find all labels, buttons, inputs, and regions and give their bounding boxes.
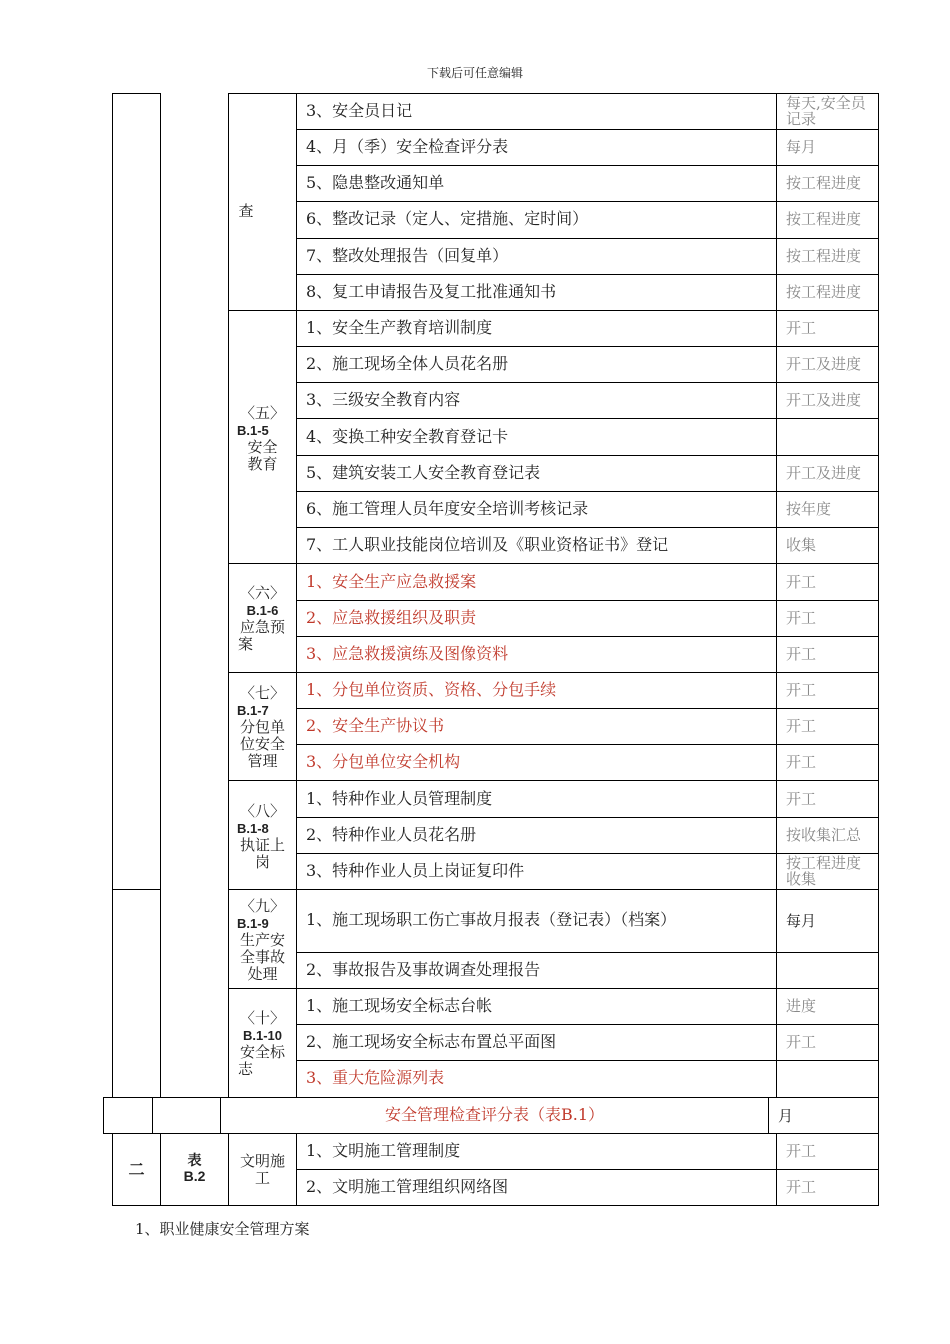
freq-cell: 按工程进度 收集 xyxy=(786,854,862,888)
category-5-name2: 教育 xyxy=(247,455,278,473)
category-10-name2: 志 xyxy=(238,1060,254,1078)
item-row: 4、月（季）安全检查评分表 xyxy=(306,137,509,156)
freq-cell: 开工 xyxy=(786,681,817,699)
item-row: 1、特种作业人员管理制度 xyxy=(306,789,493,808)
category-9-num: 〈九〉 xyxy=(239,897,285,915)
item-row: 1、分包单位资质、资格、分包手续 xyxy=(306,680,557,699)
item-row: 1、安全生产教育培训制度 xyxy=(306,318,493,337)
category-6-num: 〈六〉 xyxy=(239,584,285,602)
category-7-name3: 管理 xyxy=(247,752,278,770)
category-10 xyxy=(229,1010,296,1078)
category-8-code: B.1-8 xyxy=(237,821,269,836)
category-9-name1: 生产安 xyxy=(239,931,285,949)
freq-cell: 开工 xyxy=(786,319,817,337)
footer-note: 1、职业健康安全管理方案 xyxy=(135,1220,310,1238)
freq-cell: 按工程进度 xyxy=(786,247,862,265)
item-row: 8、复工申请报告及复工批准通知书 xyxy=(306,282,557,301)
item-row: 2、应急救援组织及职责 xyxy=(306,608,477,627)
freq-cell: 每月 xyxy=(786,138,817,156)
category-check: 查 xyxy=(238,202,254,220)
item-row: 5、隐患整改通知单 xyxy=(306,173,445,192)
freq-cell: 按工程进度 xyxy=(786,210,862,228)
category-7-name2: 位安全 xyxy=(239,735,285,753)
freq-cell: 开工 xyxy=(786,645,817,663)
item-row: 3、重大危险源列表 xyxy=(306,1068,445,1087)
freq-cell: 开工 xyxy=(786,609,817,627)
section-2-code: 表 B.2 xyxy=(183,1152,206,1184)
category-6-code: B.1-6 xyxy=(246,603,279,618)
category-6-name1: 应急预 xyxy=(239,618,285,636)
item-row: 5、建筑安装工人安全教育登记表 xyxy=(306,463,541,482)
item-row: 6、施工管理人员年度安全培训考核记录 xyxy=(306,499,589,518)
item-row: 7、整改处理报告（回复单） xyxy=(306,246,509,265)
freq-cell: 进度 xyxy=(786,997,817,1015)
category-10-code: B.1-10 xyxy=(242,1028,283,1043)
category-8-name1: 执证上 xyxy=(239,836,285,854)
item-row: 1、安全生产应急救援案 xyxy=(306,572,477,591)
category-7 xyxy=(229,685,296,770)
freq-cell: 开工及进度 xyxy=(786,391,862,409)
item-row: 2、事故报告及事故调查处理报告 xyxy=(306,960,541,979)
item-row: 3、安全员日记 xyxy=(306,101,413,120)
category-8 xyxy=(229,803,296,871)
category-7-name1: 分包单 xyxy=(239,718,285,736)
freq-cell: 开工 xyxy=(786,1178,817,1196)
freq-cell: 开工及进度 xyxy=(786,355,862,373)
item-row: 2、文明施工管理组织网络图 xyxy=(306,1177,509,1196)
freq-cell: 开工 xyxy=(786,753,817,771)
category-9-name2: 全事故 xyxy=(239,948,285,966)
freq-cell: 每月 xyxy=(786,912,817,930)
category-6 xyxy=(229,585,296,653)
summary-freq: 月 xyxy=(778,1107,794,1125)
category-5-num: 〈五〉 xyxy=(239,404,285,422)
freq-cell: 按工程进度 xyxy=(786,283,862,301)
item-row: 2、施工现场安全标志布置总平面图 xyxy=(306,1032,557,1051)
category-10-name1: 安全标 xyxy=(239,1043,285,1061)
freq-cell: 开工及进度 xyxy=(786,464,862,482)
page-header: 下载后可任意编辑 xyxy=(426,66,523,80)
freq-cell: 开工 xyxy=(786,790,817,808)
section-2-category: 文明施 工 xyxy=(239,1152,285,1187)
item-row: 2、安全生产协议书 xyxy=(306,716,445,735)
item-row: 2、施工现场全体人员花名册 xyxy=(306,354,509,373)
item-row: 4、变换工种安全教育登记卡 xyxy=(306,427,509,446)
category-10-num: 〈十〉 xyxy=(239,1009,285,1027)
freq-cell: 按工程进度 xyxy=(786,174,862,192)
item-row: 3、分包单位安全机构 xyxy=(306,752,461,771)
item-row: 1、施工现场安全标志台帐 xyxy=(306,996,493,1015)
summary-label: 安全管理检查评分表（表B.1） xyxy=(384,1105,605,1124)
category-8-name2: 岗 xyxy=(254,853,270,871)
section-2-num: 二 xyxy=(128,1160,145,1179)
category-5-code: B.1-5 xyxy=(237,423,269,438)
category-9 xyxy=(229,898,296,983)
freq-cell: 每天,安全员 记录 xyxy=(786,94,866,128)
item-row: 3、应急救援演练及图像资料 xyxy=(306,644,509,663)
category-5 xyxy=(229,405,296,473)
item-row: 3、三级安全教育内容 xyxy=(306,390,461,409)
category-5-name1: 安全 xyxy=(247,438,278,456)
category-7-code: B.1-7 xyxy=(237,703,269,718)
item-row: 1、文明施工管理制度 xyxy=(306,1141,461,1160)
category-6-name2: 案 xyxy=(238,635,254,653)
item-row: 2、特种作业人员花名册 xyxy=(306,825,477,844)
freq-cell: 开工 xyxy=(786,573,817,591)
item-row: 1、施工现场职工伤亡事故月报表（登记表）（档案） xyxy=(306,910,677,929)
freq-cell: 按收集汇总 xyxy=(786,826,862,844)
category-8-num: 〈八〉 xyxy=(239,802,285,820)
category-9-code: B.1-9 xyxy=(237,916,269,931)
freq-cell: 开工 xyxy=(786,1142,817,1160)
freq-cell: 收集 xyxy=(786,536,817,554)
item-row: 3、特种作业人员上岗证复印件 xyxy=(306,861,525,880)
category-7-num: 〈七〉 xyxy=(239,684,285,702)
item-row: 7、工人职业技能岗位培训及《职业资格证书》登记 xyxy=(306,535,669,554)
freq-cell: 开工 xyxy=(786,1033,817,1051)
item-row: 6、整改记录（定人、定措施、定时间） xyxy=(306,209,589,228)
freq-cell: 按年度 xyxy=(786,500,832,518)
freq-cell: 开工 xyxy=(786,717,817,735)
category-9-name3: 处理 xyxy=(247,965,278,983)
